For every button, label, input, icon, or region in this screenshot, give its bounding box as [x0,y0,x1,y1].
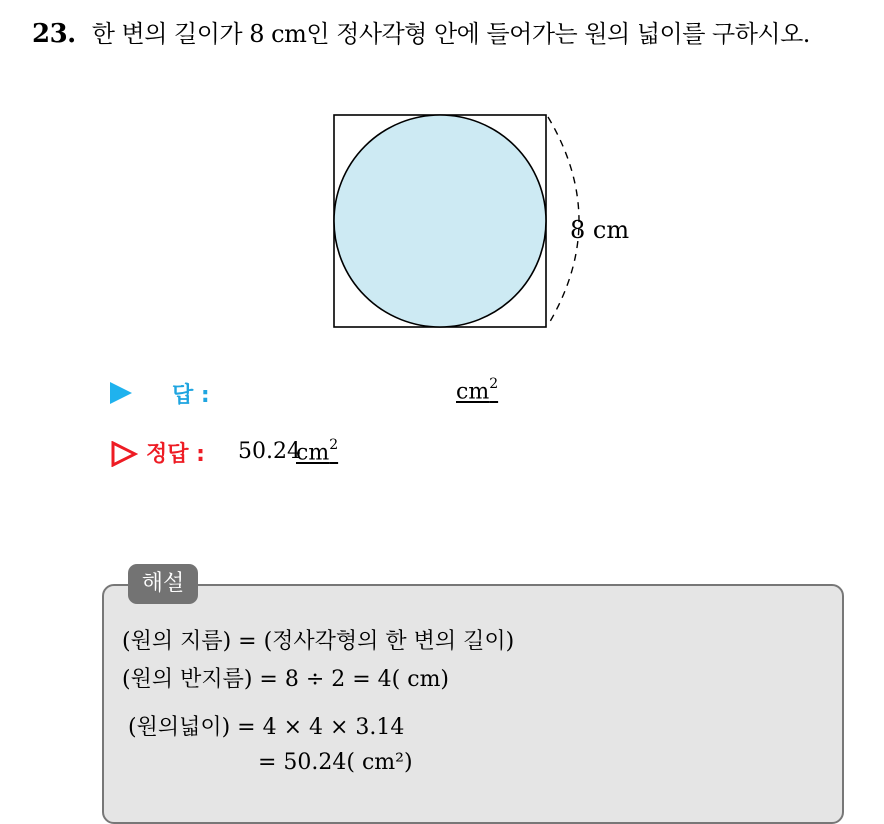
answer-unit: $cm^2$ [456,376,499,405]
question-number: 23. [32,19,76,49]
inscribed-circle [334,115,546,327]
solution-line-diameter: (원의 지름) = (정사각형의 한 변의 길이) [122,629,515,654]
correct-answer-unit: $cm^2$ [296,437,339,466]
answer-row [110,378,530,408]
square-circle-figure [0,0,884,360]
solution-box [102,584,844,824]
side-length-label: 8 cm [570,216,630,244]
play-icon [110,382,132,404]
play-outline-icon [110,441,138,467]
correct-answer-label: 정답 : [146,442,205,467]
correct-answer-row [110,437,530,469]
solution-line-area: (원의넓이) = 4 × 4 × 3.14 [128,715,405,740]
solution-line-radius: (원의 반지름) = 8 ÷ 2 = 4( cm) [122,667,450,692]
answer-label: 답 : [172,383,210,408]
correct-answer-value: 50.24 [238,439,301,464]
solution-tab: 해설 [128,564,198,604]
solution-line-result: = 50.24( cm²) [258,750,413,775]
question-body: 한 변의 길이가 8 cm인 정사각형 안에 들어가는 원의 넓이를 구하시오. [91,20,810,48]
